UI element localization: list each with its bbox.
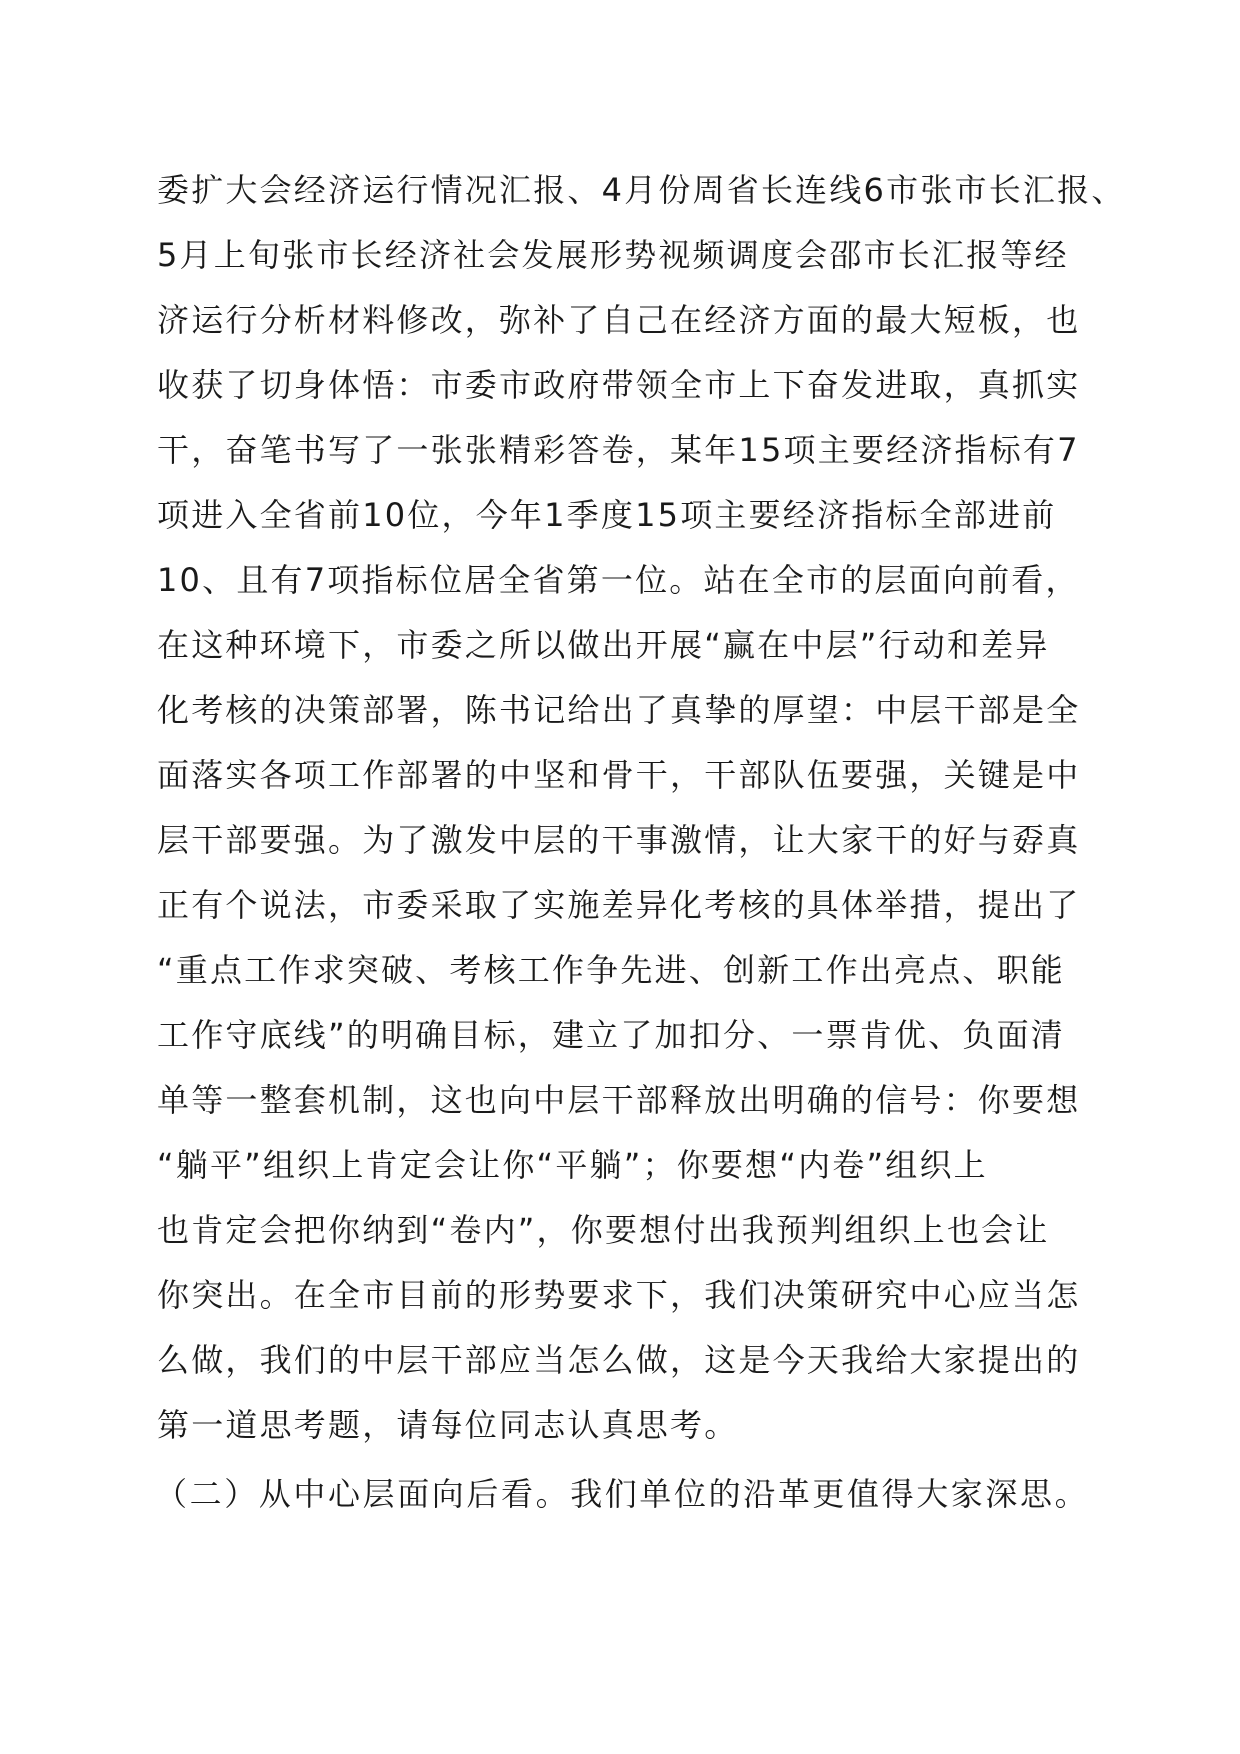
text-line: 第一道思考题，请每位同志认真思考。 bbox=[157, 1406, 739, 1444]
text-line: 收获了切身体悟：市委市政府带领全市上下奋发进取，真抓实 bbox=[157, 366, 1081, 404]
text-line: 层干部要强。为了激发中层的干事激情，让大家干的好与孬真 bbox=[157, 821, 1081, 859]
text-line: 干，奋笔书写了一张张精彩答卷，某年15项主要经济指标有7 bbox=[157, 431, 1080, 469]
text-line: 正有个说法，市委采取了实施差异化考核的具体举措，提出了 bbox=[157, 886, 1081, 924]
text-line: 在这种环境下，市委之所以做出开展“赢在中层”行动和差异 bbox=[157, 626, 1050, 664]
text-line: 也肯定会把你纳到“卷内”，你要想付出我预判组织上也会让 bbox=[157, 1211, 1050, 1249]
text-line: 么做，我们的中层干部应当怎么做，这是今天我给大家提出的 bbox=[157, 1341, 1081, 1379]
text-line: 委扩大会经济运行情况汇报、4月份周省长连线6市张市长汇报、 bbox=[157, 171, 1126, 209]
text-line: 面落实各项工作部署的中坚和骨干，干部队伍要强，关键是中 bbox=[157, 756, 1081, 794]
text-line: 单等一整套机制，这也向中层干部释放出明确的信号：你要想 bbox=[157, 1081, 1081, 1119]
text-line: “重点工作求突破、考核工作争先进、创新工作出亮点、职能 bbox=[157, 951, 1065, 989]
text-line: 工作守底线”的明确目标，建立了加扣分、一票肯优、负面清 bbox=[157, 1016, 1065, 1054]
body-text bbox=[157, 158, 1157, 1527]
text-line: 10、且有7项指标位居全省第一位。站在全市的层面向前看， bbox=[157, 561, 1080, 599]
text-line: 济运行分析材料修改，弥补了自己在经济方面的最大短板，也 bbox=[157, 301, 1081, 339]
text-line: 5月上旬张市长经济社会发展形势视频调度会邵市长汇报等经 bbox=[157, 236, 1069, 274]
text-line: 你突出。在全市目前的形势要求下，我们决策研究中心应当怎 bbox=[157, 1276, 1081, 1314]
text-line: 化考核的决策部署，陈书记给出了真挚的厚望：中层干部是全 bbox=[157, 691, 1081, 729]
section-heading: （二）从中心层面向后看。我们单位的沿革更值得大家深思。 bbox=[155, 1475, 1090, 1513]
text-line: 项进入全省前10位，今年1季度15项主要经济指标全部进前 bbox=[157, 496, 1057, 534]
text-line: “躺平”组织上肯定会让你“平躺”；你要想“内卷”组织上 bbox=[157, 1146, 988, 1184]
